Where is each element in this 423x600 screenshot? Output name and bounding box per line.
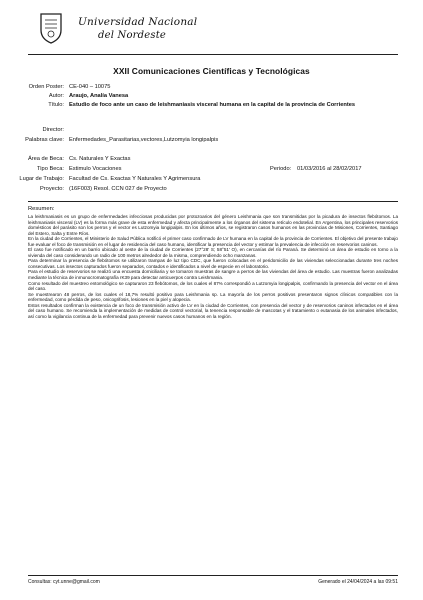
footer-contact: Consultas: cyt.unne@gmail.com <box>28 579 100 585</box>
area-beca-label: Área de Beca: <box>27 156 64 162</box>
resumen-label: Resumen: <box>28 206 55 212</box>
autor-value: Araujo, Analía Vanesa <box>69 93 129 99</box>
university-seal-icon <box>38 12 64 44</box>
periodo-label: Periodo: <box>270 166 292 172</box>
area-beca-value: Cs. Naturales Y Exactas <box>69 156 131 162</box>
titulo-value: Estudio de foco ante un caso de leishmaniasis visceral humana en la capital de la provincia de Corrientes <box>69 102 356 108</box>
footer-generated: Generado el 24/04/2024 a las 09:51 <box>318 579 398 585</box>
palabras-clave-value: Enfermedades_Parasitarias,vectores,Lutzomyia longipalpis <box>69 137 219 143</box>
director-label: Director: <box>42 127 64 133</box>
tipo-beca-label: Tipo Beca: <box>37 166 64 172</box>
resumen-paragraph: El caso fue notificado en un barrio ubicado al oeste de la ciudad de Corrientes (27°28' S; 58°51' O), en cercanías del río Paraná. Se determinó un área de estudio en torno a la vivienda del caso considerando un radio de 100 metros alrededor de la misma, comprendiendo ocho manzanas. <box>28 247 398 258</box>
university-name: Universidad Nacional del Nordeste <box>78 16 198 41</box>
palabras-clave-label: Palabras clave: <box>25 137 64 143</box>
abstract-divider <box>28 201 398 202</box>
titulo-label: Título: <box>48 102 64 108</box>
footer-divider <box>28 575 398 576</box>
lugar-trabajo-value: Facultad de Cs. Exactas Y Naturales Y Agrimensura <box>69 176 201 182</box>
orden-poster-value: CE-040 – 10075 <box>69 84 111 90</box>
resumen-paragraph: Estos resultados confirman la existencia de un foco de transmisión activo de LV en la ciudad de Corrientes, con presencia del vector y de reservorios caninos infectados en el área del caso humano. Se recomienda la implementación de medidas de control vectorial, la tenencia responsable de mascotas y el tratamiento o eutanasia de los animales infectados, así como la vigilancia continua de la enfermedad para prevenir nuevos casos humanos en la región. <box>28 302 398 319</box>
proyecto-value: (16F003) Resol. CCN 027 de Proyecto <box>69 186 167 192</box>
autor-label: Autor: <box>48 93 64 99</box>
resumen-paragraph: Para el estudio de reservorios se realizó una encuesta domiciliaria y se tomaron muestras de sangre a perros de las viviendas del área de estudio. Las muestras fueron analizadas mediante la técnica de inmunocromatografía rK39 para detectar anticuerpos contra Leishmania. <box>28 269 398 281</box>
page-header <box>0 6 423 56</box>
periodo-value: 01/03/2016 al 28/02/2017 <box>297 166 362 172</box>
resumen-body <box>28 214 398 319</box>
orden-poster-label: Orden Poster: <box>28 84 64 90</box>
lugar-trabajo-label: Lugar de Trabajo: <box>19 176 64 182</box>
resumen-paragraph: Para determinar la presencia de flebótomos se utilizaron trampas de luz tipo CDC, que fueron colocadas en el peridomicilio de las viviendas seleccionadas durante tres noches consecutivas. Los insectos capturados fueron separados, contados e identificados a nivel de especie en el laboratorio. <box>28 258 398 269</box>
resumen-paragraph: Se muestrearon 48 perros, de los cuales el 18,7% resultó positivo para Leishmania sp. La mayoría de los perros positivos presentaron signos clínicos compatibles con la enfermedad, como pérdida de peso, onicogrifosis, lesiones en la piel y alopecia. <box>28 291 398 303</box>
resumen-paragraph: En la ciudad de Corrientes, el Ministerio de Salud Pública notificó el primer caso confirmado de LV humana en la capital de la provincia de Corrientes. El objetivo del presente trabajo fue evaluar el foco de transmisión en el lugar de residencia del caso humano, identificar la presencia del vector y estimar la prevalencia de infección en reservorios caninos. <box>28 236 398 247</box>
page-footer <box>28 579 398 585</box>
conference-title: XXII Comunicaciones Científicas y Tecnológicas <box>113 66 310 76</box>
tipo-beca-value: Estimulo Vocaciones <box>69 166 122 172</box>
resumen-paragraph: Como resultado del muestreo entomológico se capturaron 23 flebótomos, de los cuales el 87% correspondió a Lutzomyia longipalpis, confirmando la presencia del vector en el área del caso. <box>28 280 398 292</box>
proyecto-label: Proyecto: <box>39 186 64 192</box>
header-divider <box>28 54 398 55</box>
resumen-paragraph: La leishmaniasis es un grupo de enfermedades infecciosas producidas por protozoarios del género Leishmania que son transmitidas por la picadura de insectos flebótomos. La leishmaniasis visceral (LV) es la forma más grave de esta enfermedad y afecta principalmente a los órganos del sistema retículo endotelial. En Argentina, los principales reservorios domésticos del parásito son los perros y el vector es Lutzomyia longipalpis. En los últimos años, se registraron casos humanos en las provincias de Misiones, Corrientes, Santiago del Estero, Salta y Entre Ríos. <box>28 214 398 236</box>
